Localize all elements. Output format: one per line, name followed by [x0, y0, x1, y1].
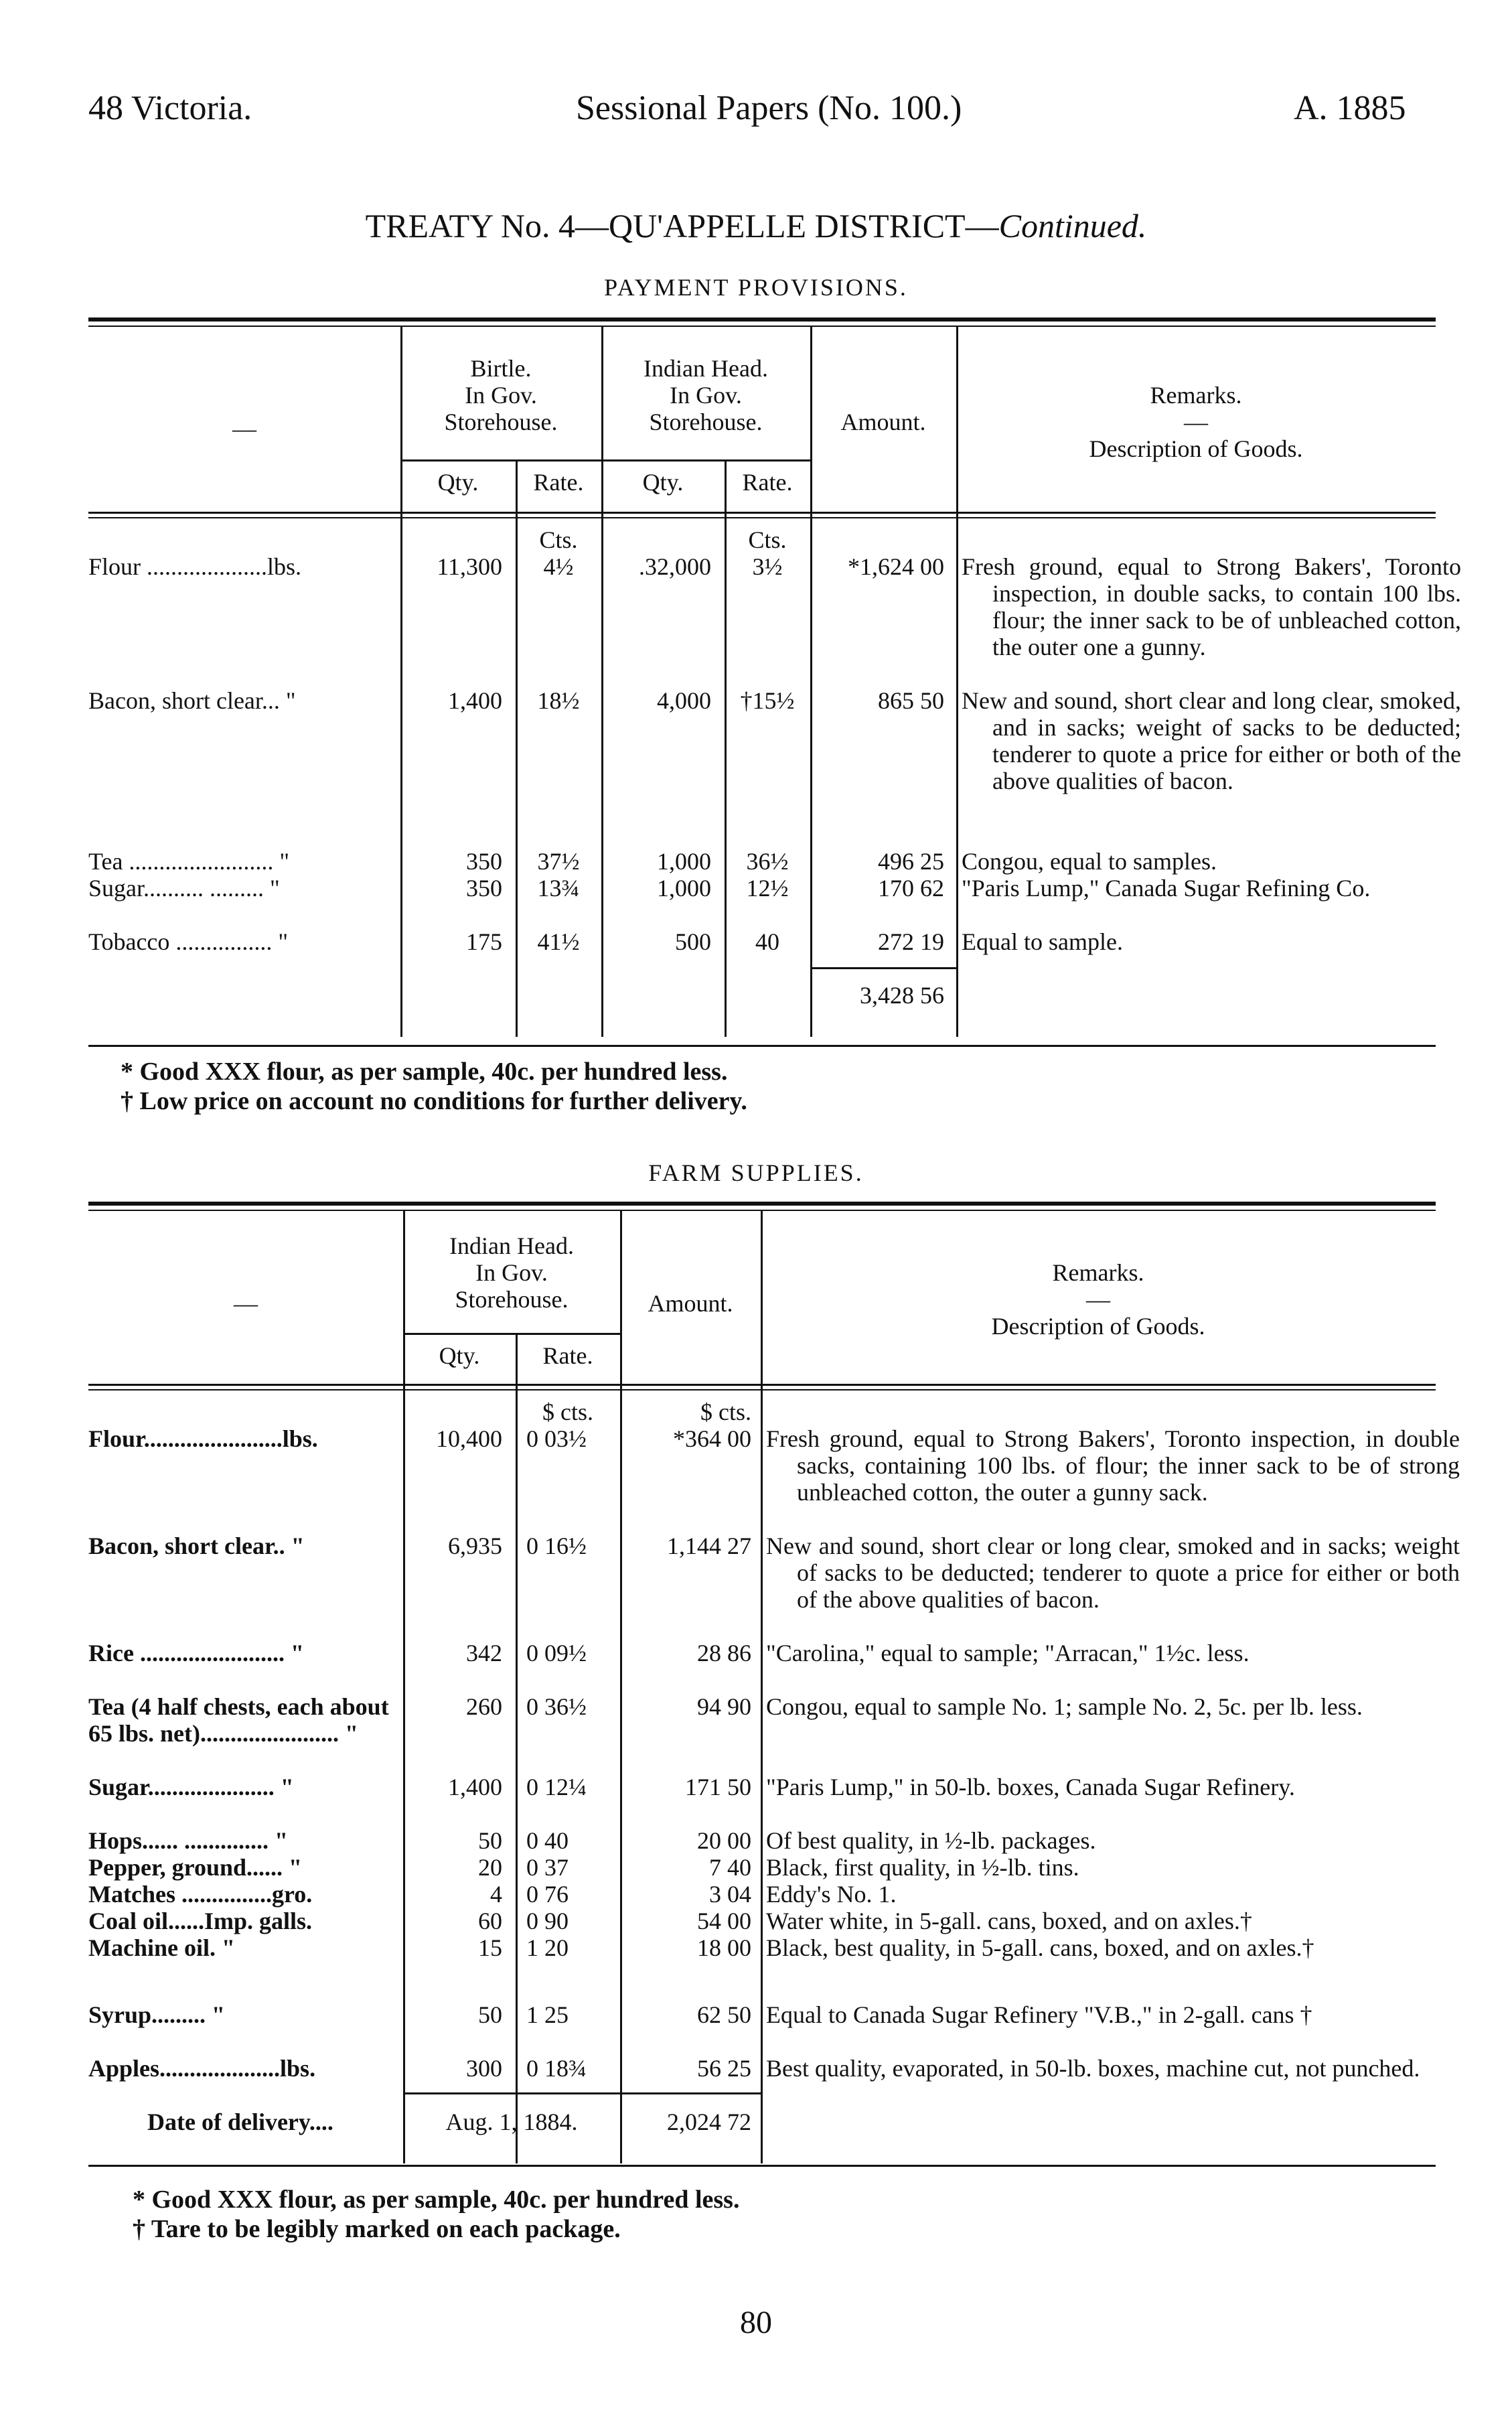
farm-remark: Eddy's No. 1. [766, 1881, 897, 1908]
farm-item: Hops...... .............. " [88, 1827, 289, 1854]
farm-amount: 171 50 [685, 1774, 751, 1800]
pay-header-amount: Amount. [840, 409, 926, 435]
farm-item: Bacon, short clear.. " [88, 1532, 305, 1559]
pay-header-dash: — [232, 415, 256, 442]
farm-item: Flour.......................lbs. [88, 1425, 318, 1452]
farm-header-dash: — [234, 1290, 258, 1317]
farm-item: Rice ........................ " [88, 1640, 304, 1666]
header-center: Sessional Papers (No. 100.) [576, 89, 962, 127]
pay-birtle-rate: 13¾ [537, 875, 580, 902]
pay-birtle-qty: 350 [466, 875, 502, 902]
pay-indian-rate: †15½ [740, 687, 795, 714]
pay-header-rule-2 [88, 517, 1436, 518]
farm-remark: Black, best quality, in 5-gall. cans, boxed, and on axles.† [766, 1934, 1314, 1961]
pay-header-birtle: Birtle. In Gov. Storehouse. [444, 355, 558, 435]
farm-remark: Water white, in 5-gall. cans, boxed, and on axles.† [766, 1908, 1252, 1934]
pay-remark: Congou, equal to samples. [962, 848, 1217, 875]
farm-vline-4 [761, 1211, 763, 2163]
pay-birtle-qty: 11,300 [437, 553, 502, 580]
pay-indian-qty: .32,000 [639, 553, 711, 580]
farm-header-rate: Rate. [542, 1342, 593, 1369]
farm-qty: 300 [466, 2055, 502, 2082]
farm-qty: 20 [478, 1854, 502, 1881]
pay-remark: New and sound, short clear and long clear, smoked, and in sacks; weight of sacks to be deducted; tenderer to quote a price for either or both of the above qualities of bacon. [962, 687, 1461, 794]
farm-remark: Equal to Canada Sugar Refinery "V.B.," in 2-gall. cans † [766, 2001, 1312, 2028]
pay-header-indian-head: Indian Head. In Gov. Storehouse. [644, 355, 768, 435]
pay-indian-qty: 500 [675, 928, 711, 955]
farm-amount: 62 50 [697, 2001, 751, 2028]
farm-remark: "Paris Lump," in 50-lb. boxes, Canada Sugar Refinery. [766, 1774, 1295, 1800]
pay-header-rule [88, 512, 1436, 514]
pay-header-remarks: Remarks. — Description of Goods. [1089, 382, 1303, 462]
header-right: A. 1885 [1294, 89, 1406, 127]
pay-amount: 170 62 [878, 875, 944, 902]
farm-item: Sugar..................... " [88, 1774, 294, 1800]
farm-amount: 56 25 [697, 2055, 751, 2082]
farm-total-rule [403, 2092, 761, 2094]
pay-item: Sugar.......... ......... " [88, 875, 280, 902]
farm-rate: 1 25 [526, 2001, 569, 2028]
pay-birtle-rate: 41½ [537, 928, 580, 955]
farm-rate: 0 03½ [526, 1425, 587, 1452]
pay-bottom-rule [88, 1045, 1436, 1047]
farm-subtitle: FARM SUPPLIES. [648, 1159, 864, 1186]
pay-birtle-rate: 37½ [537, 848, 580, 875]
pay-birtle-qty: 175 [466, 928, 502, 955]
pay-amount: 496 25 [878, 848, 944, 875]
pay-total-rule [810, 967, 956, 969]
pay-amount: 865 50 [878, 687, 944, 714]
farm-header-amount: Amount. [648, 1290, 733, 1317]
farm-sub-rule [403, 1333, 620, 1335]
farm-total: 2,024 72 [667, 2109, 751, 2135]
page-title [0, 206, 1512, 245]
payment-subtitle: PAYMENT PROVISIONS. [604, 274, 908, 301]
farm-amount: *364 00 [673, 1425, 751, 1452]
pay-birtle-qty: 1,400 [448, 687, 502, 714]
title-italic: Continued. [998, 207, 1147, 244]
pay-indian-qty: 1,000 [657, 875, 711, 902]
pay-indian-rate: 40 [755, 928, 779, 955]
pay-birtle-qty: 350 [466, 848, 502, 875]
farm-item: Matches ...............gro. [88, 1881, 313, 1908]
pay-item: Tea ........................ " [88, 848, 290, 875]
farm-item: Syrup......... " [88, 2001, 226, 2028]
pay-birtle-rate: 4½ [543, 553, 574, 580]
pay-amount: *1,624 00 [848, 553, 944, 580]
farm-rate: 0 40 [526, 1827, 569, 1854]
farm-header-remarks: Remarks. — Description of Goods. [991, 1259, 1205, 1340]
farm-amount-units: $ cts. [700, 1399, 751, 1425]
farm-amount: 54 00 [697, 1908, 751, 1934]
farm-amount: 20 00 [697, 1827, 751, 1854]
farm-remark: "Carolina," equal to sample; "Arracan," 1½c. less. [766, 1640, 1250, 1666]
farm-rate: 0 09½ [526, 1640, 587, 1666]
pay-note-2: † Low price on account no conditions for further delivery. [121, 1087, 747, 1115]
farm-qty: 1,400 [448, 1774, 502, 1800]
pay-note-1: * Good XXX flour, as per sample, 40c. per hundred less. [121, 1058, 728, 1086]
farm-amount: 7 40 [709, 1854, 751, 1881]
farm-qty: 60 [478, 1908, 502, 1934]
farm-delivery-label: Date of delivery.... [147, 2109, 333, 2135]
page-number: 80 [740, 2305, 772, 2340]
farm-qty: 6,935 [448, 1532, 502, 1559]
pay-item: Flour ....................lbs. [88, 553, 302, 580]
farm-rate: 0 12¼ [526, 1774, 587, 1800]
farm-rate-units: $ cts. [542, 1399, 593, 1425]
pay-cts-label-2: Cts. [748, 526, 787, 553]
farm-amount: 1,144 27 [667, 1532, 751, 1559]
farm-rate: 0 36½ [526, 1693, 587, 1720]
farm-header-rule [88, 1384, 1436, 1386]
pay-remark: "Paris Lump," Canada Sugar Refining Co. [962, 875, 1371, 902]
farm-remark: Black, first quality, in ½-lb. tins. [766, 1854, 1079, 1881]
pay-indian-qty: 1,000 [657, 848, 711, 875]
pay-amount: 272 19 [878, 928, 944, 955]
farm-amount: 18 00 [697, 1934, 751, 1961]
header-left: 48 Victoria. [88, 89, 252, 127]
farm-rate: 1 20 [526, 1934, 569, 1961]
pay-indian-rate: 3½ [752, 553, 783, 580]
payment-top-rule [88, 317, 1436, 322]
farm-top-rule [88, 1202, 1436, 1206]
title-main: TREATY No. 4—QU'APPELLE DISTRICT— [365, 207, 999, 244]
pay-birtle-rate: 18½ [537, 687, 580, 714]
farm-qty: 4 [490, 1881, 502, 1908]
farm-remark: Fresh ground, equal to Strong Bakers', Toronto inspection, in double sacks, containing 100 lbs. of flour; the inner sack to be of strong unbleached cotton, the outer a gunny sack. [766, 1425, 1460, 1506]
farm-note-2: † Tare to be legibly marked on each package. [133, 2215, 621, 2243]
farm-qty: 10,400 [436, 1425, 502, 1452]
pay-item: Tobacco ................ " [88, 928, 289, 955]
farm-qty: 15 [478, 1934, 502, 1961]
pay-sub-rule-indian [601, 459, 810, 461]
farm-vline-2 [516, 1334, 518, 2163]
pay-header-rate-1: Rate. [533, 469, 584, 496]
pay-header-qty-2: Qty. [642, 469, 684, 496]
farm-rate: 0 76 [526, 1881, 569, 1908]
farm-note-1: * Good XXX flour, as per sample, 40c. per hundred less. [133, 2186, 740, 2214]
farm-header-rule-2 [88, 1389, 1436, 1390]
farm-item: Apples....................lbs. [88, 2055, 316, 2082]
farm-remark: Of best quality, in ½-lb. packages. [766, 1827, 1096, 1854]
farm-rate: 0 90 [526, 1908, 569, 1934]
pay-cts-label-1: Cts. [539, 526, 578, 553]
farm-amount: 94 90 [697, 1693, 751, 1720]
farm-delivery-date: Aug. 1, 1884. [445, 2109, 578, 2135]
pay-remark: Equal to sample. [962, 928, 1123, 955]
pay-item: Bacon, short clear... " [88, 687, 296, 714]
pay-total: 3,428 56 [860, 982, 944, 1009]
farm-remark: Congou, equal to sample No. 1; sample No. 2, 5c. per lb. less. [766, 1693, 1363, 1720]
pay-header-rate-2: Rate. [742, 469, 793, 496]
farm-qty: 50 [478, 1827, 502, 1854]
farm-item: Coal oil......Imp. galls. [88, 1908, 313, 1934]
farm-header-indian-head: Indian Head. In Gov. Storehouse. [449, 1232, 574, 1313]
payment-top-rule-thin [88, 326, 1436, 327]
farm-qty: 342 [466, 1640, 502, 1666]
farm-amount: 3 04 [709, 1881, 751, 1908]
farm-rate: 0 37 [526, 1854, 569, 1881]
pay-indian-rate: 36½ [746, 848, 789, 875]
farm-qty: 260 [466, 1693, 502, 1720]
farm-remark: New and sound, short clear or long clear, smoked and in sacks; weight of sacks to be deducted; tenderer to quote a price for either or both of the above qualities of bacon. [766, 1532, 1460, 1613]
farm-amount: 28 86 [697, 1640, 751, 1666]
farm-qty: 50 [478, 2001, 502, 2028]
farm-item: Machine oil. " [88, 1934, 235, 1961]
pay-header-qty-1: Qty. [437, 469, 479, 496]
farm-rate: 0 18¾ [526, 2055, 587, 2082]
farm-item: Pepper, ground...... " [88, 1854, 303, 1881]
pay-indian-rate: 12½ [746, 875, 789, 902]
pay-indian-qty: 4,000 [657, 687, 711, 714]
farm-header-qty: Qty. [439, 1342, 480, 1369]
farm-remark: Best quality, evaporated, in 50-lb. boxes, machine cut, not punched. [766, 2055, 1420, 2082]
farm-item: Tea (4 half chests, each about 65 lbs. net)....................... " [88, 1693, 389, 1747]
pay-sub-rule-birtle [400, 459, 601, 461]
pay-remark: Fresh ground, equal to Strong Bakers', Toronto inspection, in double sacks, to contain 100 lbs. flour; the inner sack to be of unbleached cotton, the outer one a gunny. [962, 553, 1461, 660]
farm-bottom-rule [88, 2165, 1436, 2167]
farm-rate: 0 16½ [526, 1532, 587, 1559]
